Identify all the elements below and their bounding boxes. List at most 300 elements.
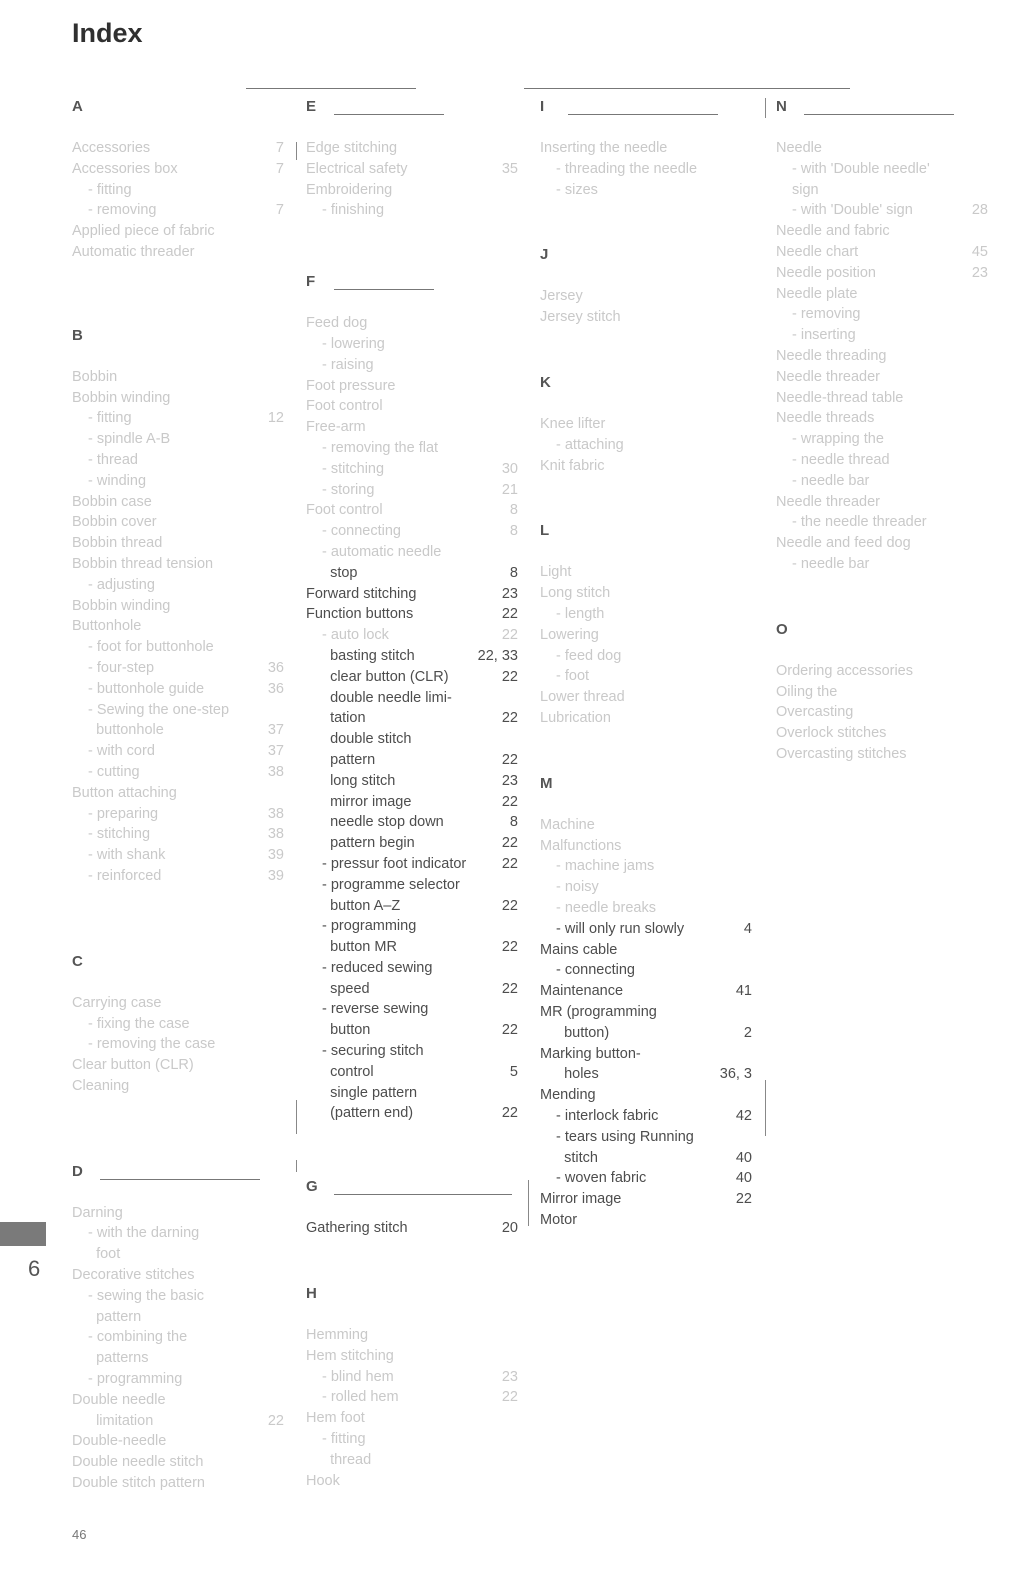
index-term: pattern (88, 1308, 142, 1325)
index-term: Foot pressure (306, 377, 396, 394)
index-term: - sewing the basic (88, 1287, 205, 1304)
index-entry (540, 898, 752, 919)
index-page-ref: 35 (501, 160, 518, 177)
index-term: - storing (322, 481, 375, 498)
index-term: Decorative stitches (72, 1267, 195, 1284)
section-letter: J (540, 246, 549, 264)
index-term: Needle chart (776, 243, 859, 260)
header-rule (524, 88, 850, 89)
index-entry (306, 688, 518, 709)
section-letter: F (306, 271, 518, 293)
index-term: - needle thread (792, 451, 890, 468)
index-entry (72, 1055, 284, 1076)
index-term: - will only run slowly (556, 920, 685, 937)
index-entry (72, 180, 284, 201)
index-term: - automatic needle (322, 543, 442, 560)
index-term: - with 'Double needle' sign (792, 160, 934, 198)
index-entry (72, 658, 284, 679)
index-term: Cleaning (72, 1077, 130, 1094)
index-entry (72, 700, 284, 721)
index-entry (540, 708, 752, 729)
index-page-ref: 12 (267, 410, 284, 427)
index-entry (306, 958, 518, 979)
index-entry (306, 334, 518, 355)
section-gap (72, 973, 284, 993)
index-term: - auto lock (322, 627, 389, 644)
index-term: Free-arm (306, 419, 366, 436)
index-term: stitch (556, 1149, 598, 1166)
section-underline (334, 114, 444, 115)
section-spacer (72, 887, 284, 951)
section-gap (776, 118, 988, 138)
index-entry (776, 408, 988, 429)
index-entry (72, 367, 284, 388)
index-term: limitation (88, 1412, 154, 1429)
index-term: double needle limi- (322, 689, 452, 706)
index-term: Marking button- (540, 1045, 641, 1062)
index-term: - stitching (88, 826, 151, 843)
index-term: Double-needle (72, 1433, 167, 1450)
index-term: - needle bar (792, 555, 870, 572)
section-underline (804, 114, 954, 115)
index-term: Jersey (540, 288, 583, 305)
section-spacer (776, 575, 988, 619)
index-entry (776, 159, 988, 201)
index-entry (306, 417, 518, 438)
index-entry (306, 833, 518, 854)
section-letter: I (540, 96, 752, 118)
index-entry (306, 854, 518, 875)
index-term: Overcasting stitches (776, 745, 907, 762)
index-entry (72, 824, 284, 845)
index-term: double stitch (322, 731, 412, 748)
index-term: Knee lifter (540, 415, 606, 432)
index-entry (306, 1041, 518, 1062)
index-term: - needle bar (792, 472, 870, 489)
index-entry (72, 762, 284, 783)
index-entry (72, 408, 284, 429)
index-term: needle stop down (322, 814, 444, 831)
index-term: holes (556, 1066, 599, 1083)
index-entry (306, 396, 518, 417)
index-term: - the needle threader (792, 514, 927, 531)
index-page-ref: 5 (509, 1063, 518, 1080)
index-entry (72, 993, 284, 1014)
index-entry (306, 771, 518, 792)
index-term: button MR (322, 939, 397, 956)
section-letter: O (776, 620, 788, 638)
index-page-ref: 37 (267, 743, 284, 760)
index-entry (306, 875, 518, 896)
index-term: Lubrication (540, 709, 611, 726)
index-entry (540, 877, 752, 898)
index-entry (306, 480, 518, 501)
index-term: - length (556, 605, 605, 622)
index-entry (72, 720, 284, 741)
index-entry (306, 1020, 518, 1041)
index-term: Knit fabric (540, 457, 605, 474)
index-entry (540, 1148, 752, 1169)
section-gap (306, 293, 518, 313)
section-gap (540, 394, 752, 414)
index-entry (72, 616, 284, 637)
column-divider (296, 1100, 297, 1134)
section-letter: B (72, 326, 83, 344)
index-term: Bobbin case (72, 493, 152, 510)
index-page-ref: 8 (509, 564, 518, 581)
index-page-ref: 22 (501, 855, 518, 872)
index-entry (540, 1168, 752, 1189)
index-entry (306, 1408, 518, 1429)
section-underline (100, 1179, 260, 1180)
index-term: - fitting (88, 181, 132, 198)
section-letter: D (72, 1161, 284, 1183)
index-entry (306, 937, 518, 958)
section-spacer (72, 263, 284, 325)
index-entry (72, 1452, 284, 1473)
index-entry (306, 1325, 518, 1346)
index-term: button A–Z (322, 897, 401, 914)
index-term: - machine jams (556, 858, 655, 875)
index-page-ref: 23 (501, 585, 518, 602)
index-entry (306, 1367, 518, 1388)
index-entry (540, 1106, 752, 1127)
index-term: Feed dog (306, 315, 368, 332)
section-letter: A (72, 98, 83, 115)
index-entry (72, 1076, 284, 1097)
index-page-ref: 45 (971, 243, 988, 260)
index-entry (540, 286, 752, 307)
index-term: - fixing the case (88, 1015, 190, 1032)
index-term: - cutting (88, 763, 140, 780)
index-page-ref: 28 (971, 202, 988, 219)
index-entry (306, 667, 518, 688)
index-term: - thread (88, 451, 138, 468)
index-entry (776, 512, 988, 533)
index-term: Buttonhole (72, 618, 142, 635)
index-entry (72, 1431, 284, 1452)
index-page-ref: 39 (267, 867, 284, 884)
index-page-ref: 40 (735, 1149, 752, 1166)
index-term: Bobbin winding (72, 389, 171, 406)
index-term: single pattern (322, 1084, 418, 1101)
index-term: - with cord (88, 743, 155, 760)
index-entry (540, 456, 752, 477)
index-entry (306, 979, 518, 1000)
index-entry (776, 325, 988, 346)
index-page-ref: 22 (501, 606, 518, 623)
index-term: foot (88, 1246, 121, 1263)
section-gap (540, 266, 752, 286)
index-term: Needle plate (776, 285, 858, 302)
index-term: - with 'Double' sign (792, 202, 913, 219)
index-term: - raising (322, 356, 374, 373)
section-letter: E (306, 96, 518, 118)
index-term: Function buttons (306, 606, 414, 623)
section-tab (0, 1222, 46, 1246)
index-page-ref: 22 (501, 1105, 518, 1122)
index-entry (540, 666, 752, 687)
index-entry (540, 1210, 752, 1231)
index-page-ref: 22 (501, 897, 518, 914)
index-entry (72, 1244, 284, 1265)
section-spacer (306, 221, 518, 271)
index-entry (306, 459, 518, 480)
index-term: - interlock fabric (556, 1107, 659, 1124)
index-entry (306, 896, 518, 917)
index-entry (72, 679, 284, 700)
index-term: Lowering (540, 626, 599, 643)
index-entry (540, 836, 752, 857)
index-term: Malfunctions (540, 837, 622, 854)
index-entry (72, 1411, 284, 1432)
index-page-ref: 36 (267, 659, 284, 676)
index-page-ref: 22 (267, 1412, 284, 1429)
section-gap (72, 1183, 284, 1203)
index-term: - threading the needle (556, 160, 698, 177)
index-term: thread (322, 1451, 372, 1468)
index-entry (540, 435, 752, 456)
column-divider (296, 142, 297, 160)
index-term: Mending (540, 1087, 596, 1104)
index-entry (540, 625, 752, 646)
index-term: Machine (540, 816, 595, 833)
index-entry (776, 200, 988, 221)
index-entry (72, 741, 284, 762)
index-entry (776, 284, 988, 305)
index-term: - preparing (88, 805, 159, 822)
index-term: - Sewing the one-step (88, 701, 230, 718)
index-entry (776, 471, 988, 492)
index-entry (72, 221, 284, 242)
index-entry (776, 304, 988, 325)
index-entry (306, 180, 518, 201)
index-entry (306, 355, 518, 376)
index-page-ref: 38 (267, 763, 284, 780)
index-entry (776, 263, 988, 284)
index-entry (306, 625, 518, 646)
section-gap (306, 118, 518, 138)
index-entry (540, 960, 752, 981)
index-term: - fitting (88, 410, 132, 427)
index-entry (540, 138, 752, 159)
index-entry (306, 200, 518, 221)
index-term: speed (322, 980, 370, 997)
index-entry (540, 981, 752, 1002)
index-entry (306, 500, 518, 521)
index-entry (540, 815, 752, 836)
index-term: basting stitch (322, 647, 415, 664)
index-entry (72, 492, 284, 513)
index-entry (306, 542, 518, 563)
index-column-1 (72, 96, 284, 1494)
index-page-ref: 38 (267, 826, 284, 843)
index-entry (72, 1203, 284, 1224)
section-underline (568, 114, 718, 115)
index-term: Electrical safety (306, 160, 408, 177)
index-page-ref: 40 (735, 1170, 752, 1187)
index-entry (540, 919, 752, 940)
index-entry (540, 646, 752, 667)
index-entry (306, 438, 518, 459)
index-term: Edge stitching (306, 140, 398, 156)
index-page-ref: 22 (501, 668, 518, 685)
index-entry (306, 584, 518, 605)
section-letter: L (540, 522, 550, 540)
index-entry (306, 1450, 518, 1471)
index-term: - woven fabric (556, 1170, 647, 1187)
index-term: Bobbin (72, 368, 118, 385)
index-entry (540, 687, 752, 708)
index-term: (pattern end) (322, 1105, 414, 1122)
index-page-ref: 37 (267, 722, 284, 739)
index-entry (540, 1189, 752, 1210)
index-term: Oiling the (776, 683, 838, 700)
index-term: Needle-thread table (776, 389, 904, 406)
index-term: Needle (776, 140, 822, 156)
index-term: - programming (88, 1371, 183, 1388)
index-column-3 (540, 96, 752, 1231)
index-term: Foot control (306, 502, 383, 519)
index-entry (540, 583, 752, 604)
index-entry (540, 1085, 752, 1106)
index-entry (540, 180, 752, 201)
index-term: Bobbin winding (72, 597, 171, 614)
index-term: tation (322, 710, 366, 727)
index-term: Needle threader (776, 368, 880, 385)
page-number: 46 (72, 1527, 87, 1542)
index-term: Automatic threader (72, 243, 195, 260)
section-tab-number: 6 (28, 1256, 41, 1281)
index-entry (306, 729, 518, 750)
index-term: Double stitch pattern (72, 1475, 205, 1492)
index-term: Hook (306, 1472, 340, 1489)
index-entry (540, 940, 752, 961)
index-entry (776, 492, 988, 513)
index-entry (72, 1223, 284, 1244)
section-gap (306, 1198, 518, 1218)
index-page-ref: 39 (267, 847, 284, 864)
section-spacer (540, 200, 752, 244)
index-entry (776, 682, 988, 703)
section-spacer (540, 328, 752, 372)
section-letter: H (306, 1285, 317, 1303)
index-term: Long stitch (540, 585, 611, 602)
index-term: - rolled hem (322, 1389, 399, 1406)
index-entry (306, 646, 518, 667)
index-entry (306, 916, 518, 937)
index-entry (540, 1044, 752, 1065)
index-page-ref: 8 (509, 502, 518, 519)
index-entry (72, 1390, 284, 1411)
index-entry (540, 159, 752, 180)
index-term: - lowering (322, 335, 385, 352)
section-underline (334, 289, 434, 290)
index-entry (72, 596, 284, 617)
index-page-ref: 36 (267, 680, 284, 697)
index-entry (306, 563, 518, 584)
index-term: Bobbin cover (72, 514, 157, 531)
index-term: Hem foot (306, 1410, 365, 1427)
index-term: buttonhole (88, 722, 164, 739)
index-page-ref: 22 (501, 980, 518, 997)
index-entry (776, 744, 988, 765)
index-entry (72, 159, 284, 180)
column-divider (528, 1180, 529, 1226)
index-entry (72, 242, 284, 263)
index-term: - adjusting (88, 576, 155, 593)
section-gap (776, 641, 988, 661)
index-term: Accessories (72, 140, 151, 156)
index-term: - pressur foot indicator (322, 855, 467, 872)
index-page-ref: 42 (735, 1107, 752, 1124)
index-term: Maintenance (540, 983, 624, 1000)
index-page-ref: 22 (735, 1191, 752, 1208)
index-entry (72, 471, 284, 492)
index-term: - stitching (322, 460, 385, 477)
index-term: - foot (556, 668, 590, 685)
index-term: - fitting (322, 1431, 366, 1448)
index-page-ref: 30 (501, 460, 518, 477)
index-term: long stitch (322, 772, 396, 789)
index-term: - attaching (556, 436, 624, 453)
index-entry (306, 1103, 518, 1124)
index-term: - buttonhole guide (88, 680, 205, 697)
section-spacer (306, 1239, 518, 1283)
index-term: Carrying case (72, 994, 162, 1011)
section-spacer (72, 1097, 284, 1161)
index-term: - wrapping the (792, 431, 884, 448)
index-entry (776, 661, 988, 682)
index-entry (306, 1471, 518, 1492)
index-term: mirror image (322, 793, 412, 810)
index-term: - reduced sewing (322, 959, 433, 976)
index-term: - winding (88, 472, 147, 489)
index-entry (776, 346, 988, 367)
index-term: - four-step (88, 659, 155, 676)
index-term: - programme selector (322, 876, 460, 893)
index-term: - connecting (322, 523, 401, 540)
index-term: - securing stitch (322, 1043, 424, 1060)
column-divider (765, 1080, 766, 1136)
index-entry (776, 242, 988, 263)
index-entry (540, 414, 752, 435)
index-page-ref: 2 (743, 1024, 752, 1041)
index-entry (72, 866, 284, 887)
index-entry (306, 1218, 518, 1239)
index-entry (72, 575, 284, 596)
index-term: control (322, 1063, 374, 1080)
index-term: Mains cable (540, 941, 618, 958)
index-entry (72, 804, 284, 825)
index-page-ref: 22 (501, 1022, 518, 1039)
header-rule (246, 88, 416, 89)
index-term: - needle breaks (556, 899, 656, 916)
index-term: Overlock stitches (776, 725, 887, 742)
index-entry (540, 1023, 752, 1044)
index-entry (306, 708, 518, 729)
index-page-ref: 7 (275, 160, 284, 177)
index-term: - reinforced (88, 867, 162, 884)
index-page-ref: 23 (971, 264, 988, 281)
index-term: pattern begin (322, 835, 415, 852)
section-spacer (540, 729, 752, 773)
index-term: Darning (72, 1204, 123, 1221)
index-column-2 (306, 96, 518, 1491)
index-entry (306, 1387, 518, 1408)
index-page-ref: 23 (501, 1368, 518, 1385)
index-entry (306, 1346, 518, 1367)
